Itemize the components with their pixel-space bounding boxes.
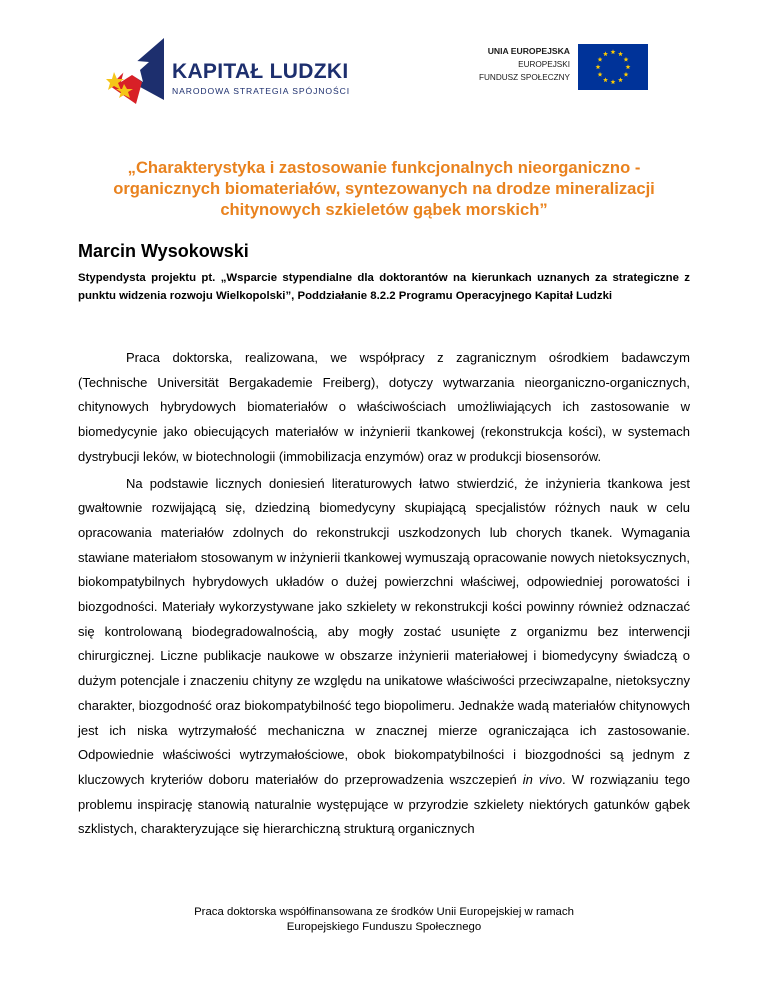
body-paragraph-1: Praca doktorska, realizowana, we współpracy z zagranicznym ośrodkiem badawczym (Technische Universität Bergakademie Freiberg), dotyczy wytwarzania nieorganiczno-organicznych, chitynowych hybrydowych biomateriałów o właściwościach umożliwiających ich zastosowanie w biomedycynie jako obiecujących materiałów w inżynierii tkankowej (rekonstrukcja kości), w systemach dystrybucji leków, w biotechnologii (immobilizacja enzymów) oraz w produkcji biosensorów. xyxy=(78,350,690,464)
document-title: „Charakterystyka i zastosowanie funkcjonalnych nieorganiczno -organicznych biomateriałów, syntezowanych na drodze mineralizacji chitynowych szkieletów gąbek morskich” xyxy=(113,158,655,219)
footer-line-1: Praca doktorska współfinansowana ze środków Unii Europejskiej w ramach xyxy=(194,906,574,918)
paragraph-2-text-b: . W rozwiązaniu tego problemu inspirację stanowią naturalnie występujące w przyrodzie szkielety niektórych gatunków gąbek szklistych, charakteryzujące się hierarchiczną strukturą organicznych xyxy=(78,771,690,837)
eu-flag-icon xyxy=(578,44,648,90)
body-paragraph-2 xyxy=(78,472,690,843)
author-name: Marcin Wysokowski xyxy=(78,241,249,261)
eu-fund-text xyxy=(479,45,570,84)
kapital-ludzki-title: KAPITAŁ LUDZKI xyxy=(172,60,349,83)
eu-union-label: UNIA EUROPEJSKA xyxy=(487,46,570,56)
eu-fund-label-1: EUROPEJSKI xyxy=(518,60,570,69)
eu-fund-logo xyxy=(462,44,650,90)
document-body xyxy=(78,346,690,842)
scholarship-note: Stypendysta projektu pt. „Wsparcie stypendialne dla doktorantów na kierunkach uznanych za strategiczne z punktu widzenia rozwoju Wielkopolski”, Poddziałanie 8.2.2 Programu Operacyjnego Kapitał Ludzki xyxy=(78,272,690,302)
kapital-ludzki-logo xyxy=(106,30,356,110)
paragraph-2-text-a: Na podstawie licznych doniesień literaturowych łatwo stwierdzić, że inżynieria tkankowa jest gwałtownie rozwijającą się, dziedziną biomedycyny skupiającą specjalistów różnych nauk w celu opracowania materiałów zdolnych do rekonstrukcji uszkodzonych lub chorych tkanek. Wymagania stawiane materiałom stosowanym w inżynierii tkankowej wymuszają opracowanie nowych nietoksycznych, biokompatybilnych hybrydowych układów o dużej powierzchni właściwej, odpowiedniej porowatości i biozgodności. Materiały wykorzystywane jako szkielety w rekonstrukcji kości powinny również odznaczać się kontrolowaną biodegradowalnością, aby mogły zostać usunięte z organizmu bez interwencji chirurgicznej. Liczne publikacje naukowe w obszarze inżynierii materiałowej i biomedycyny świadczą o dużym potencjale i znaczeniu chityny ze względu na unikatowe właściwości przeciwzapalne, nietoksyczny charakter, biozgodność oraz biokompatybilność tego biopolimeru. Jednakże wadą materiałów chitynowych jest ich niska wytrzymałość mechaniczna w znacznej mierze ograniczająca ich zastosowanie. Odpowiednie właściwości wytrzymałościowe, obok biokompatybilności i biozgodności są jednym z kluczowych kryteriów doboru materiałów do przeprowadzenia wszczepień xyxy=(78,475,690,787)
eu-fund-label-2: FUNDUSZ SPOŁECZNY xyxy=(479,73,570,82)
footer-line-2: Europejskiego Funduszu Społecznego xyxy=(286,921,482,933)
kapital-ludzki-emblem-icon xyxy=(106,30,172,110)
in-vivo-term: in vivo xyxy=(522,771,563,787)
page-footer xyxy=(78,905,690,935)
kapital-ludzki-subtitle: NARODOWA STRATEGIA SPÓJNOŚCI xyxy=(172,86,350,96)
